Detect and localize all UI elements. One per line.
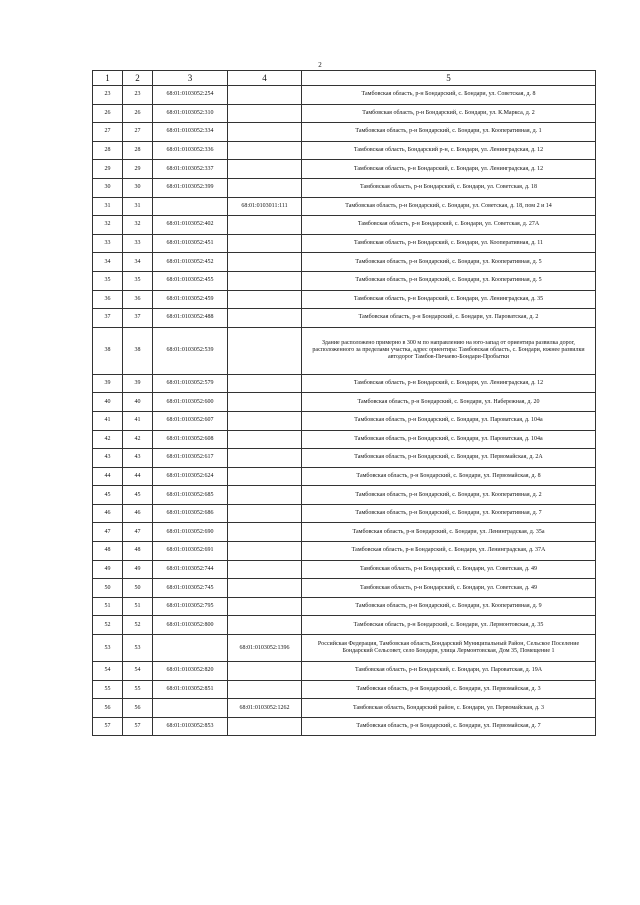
- row-index: 44: [123, 467, 153, 486]
- cadastral-number: 68:01:0103052:744: [153, 560, 228, 579]
- table-row: [93, 253, 596, 272]
- row-number: 29: [93, 160, 123, 179]
- cadastral-number: 68:01:0103052:745: [153, 579, 228, 598]
- row-index: 36: [123, 290, 153, 309]
- address-cell: Тамбовская область, р-н Бондарский, с. Бондари, ул. Кооперативная, д. 1: [302, 123, 596, 142]
- row-index: 52: [123, 616, 153, 635]
- table-row: [93, 542, 596, 561]
- address-cell: Здание расположено примерно в 300 м по направлению на юго-запад от ориентира развилка дорог, расположенного за пределами участка, адрес ориентира: Тамбовская область, с. Бондари, южнее развилки автодорог Тамбов-Пичаево-Бондари-Пробытки: [302, 327, 596, 374]
- address-cell: Тамбовская область, р-н Бондарский, с. Бондари, ул. Ленинградская, д. 12: [302, 374, 596, 393]
- row-number: 44: [93, 467, 123, 486]
- address-cell: Тамбовская область, р-н Бондарский, с. Бондари, ул. Советская, д. 49: [302, 579, 596, 598]
- table-row: [93, 393, 596, 412]
- cadastral-number: 68:01:0103052:853: [153, 717, 228, 736]
- page-number: 2: [318, 61, 322, 69]
- table-row: [93, 160, 596, 179]
- cadastral-number: [153, 635, 228, 662]
- row-number: 42: [93, 430, 123, 449]
- address-cell: Тамбовская область, р-н Бондарский, с. Бондари, ул. Пароватская, д. 104а: [302, 430, 596, 449]
- table-row: [93, 309, 596, 328]
- table-row: [93, 327, 596, 374]
- table-row: [93, 560, 596, 579]
- address-cell: Тамбовская область, р-н Бондарский, с. Бондари, ул. Лермонтовская, д. 35: [302, 616, 596, 635]
- col-header-5: 5: [302, 71, 596, 86]
- parent-cadastral-number: 68:01:0103052:1396: [228, 635, 302, 662]
- row-number: 55: [93, 680, 123, 699]
- row-number: 57: [93, 717, 123, 736]
- table-row: [93, 616, 596, 635]
- table-row: [93, 141, 596, 160]
- cadastral-number: 68:01:0103052:452: [153, 253, 228, 272]
- parent-cadastral-number: [228, 542, 302, 561]
- row-index: 47: [123, 523, 153, 542]
- row-number: 26: [93, 104, 123, 123]
- row-index: 27: [123, 123, 153, 142]
- row-index: 39: [123, 374, 153, 393]
- address-cell: Тамбовская область, р-н Бондарский, с. Бондари, ул. Кооперативная, д. 2: [302, 486, 596, 505]
- table-row: [93, 290, 596, 309]
- parent-cadastral-number: [228, 160, 302, 179]
- cadastral-number: 68:01:0103052:820: [153, 662, 228, 681]
- row-number: 52: [93, 616, 123, 635]
- table-row: [93, 197, 596, 216]
- col-header-1: 1: [93, 71, 123, 86]
- table-row: [93, 662, 596, 681]
- row-index: 31: [123, 197, 153, 216]
- address-cell: Тамбовская область, р-н Бондарский, с. Бондари, ул. Кооперативная, д. 7: [302, 504, 596, 523]
- row-number: 36: [93, 290, 123, 309]
- parent-cadastral-number: [228, 271, 302, 290]
- cadastral-number: 68:01:0103052:336: [153, 141, 228, 160]
- cadastral-number: 68:01:0103052:579: [153, 374, 228, 393]
- col-header-4: 4: [228, 71, 302, 86]
- parent-cadastral-number: [228, 253, 302, 272]
- table-row: [93, 216, 596, 235]
- parent-cadastral-number: [228, 374, 302, 393]
- parent-cadastral-number: [228, 560, 302, 579]
- address-cell: Тамбовская область, р-н Бондарский, с. Бондари, ул. Советская, д. 8: [302, 86, 596, 105]
- table-row: [93, 523, 596, 542]
- parent-cadastral-number: [228, 523, 302, 542]
- table-body: [93, 86, 596, 736]
- table-row: [93, 680, 596, 699]
- parent-cadastral-number: [228, 680, 302, 699]
- cadastral-number: 68:01:0103052:600: [153, 393, 228, 412]
- row-number: 53: [93, 635, 123, 662]
- row-index: 35: [123, 271, 153, 290]
- cadastral-number: 68:01:0103052:459: [153, 290, 228, 309]
- table-row: [93, 104, 596, 123]
- row-index: 37: [123, 309, 153, 328]
- table-row: [93, 579, 596, 598]
- parent-cadastral-number: [228, 123, 302, 142]
- row-number: 38: [93, 327, 123, 374]
- row-index: 28: [123, 141, 153, 160]
- row-number: 31: [93, 197, 123, 216]
- row-index: 41: [123, 411, 153, 430]
- col-header-3: 3: [153, 71, 228, 86]
- cadastral-number: 68:01:0103052:795: [153, 597, 228, 616]
- parent-cadastral-number: [228, 616, 302, 635]
- address-cell: Тамбовская область, р-н Бондарский, с. Бондари, ул. Кооперативная, д. 5: [302, 271, 596, 290]
- address-cell: Тамбовская область, р-н Бондарский, с. Бондари, ул. Пароватская, д. 2: [302, 309, 596, 328]
- parent-cadastral-number: [228, 216, 302, 235]
- address-cell: Тамбовская область, р-н Бондарский, с. Бондари, ул. Первомайская, д. 2А: [302, 449, 596, 468]
- address-cell: Тамбовская область, р-н Бондарский, с. Бондари, ул. Ленинградская, д. 12: [302, 160, 596, 179]
- row-number: 45: [93, 486, 123, 505]
- table-row: [93, 717, 596, 736]
- address-cell: Тамбовская область, р-н Бондарский, с. Бондари, ул. Кооперативная, д. 5: [302, 253, 596, 272]
- parent-cadastral-number: [228, 411, 302, 430]
- parent-cadastral-number: [228, 486, 302, 505]
- address-cell: Тамбовская область, р-н Бондарский, с. Бондари, ул. Советская, д. 27А: [302, 216, 596, 235]
- row-index: 33: [123, 234, 153, 253]
- cadastral-number: 68:01:0103052:851: [153, 680, 228, 699]
- table-row: [93, 597, 596, 616]
- row-number: 27: [93, 123, 123, 142]
- row-index: 26: [123, 104, 153, 123]
- parent-cadastral-number: [228, 662, 302, 681]
- row-index: 34: [123, 253, 153, 272]
- table-row: [93, 430, 596, 449]
- row-number: 23: [93, 86, 123, 105]
- address-cell: Тамбовская область, р-н Бондарский, с. Бондари, ул. Первомайская, д. 7: [302, 717, 596, 736]
- table-row: [93, 467, 596, 486]
- row-number: 34: [93, 253, 123, 272]
- table-row: [93, 486, 596, 505]
- table-row: [93, 449, 596, 468]
- row-number: 40: [93, 393, 123, 412]
- parent-cadastral-number: [228, 104, 302, 123]
- parent-cadastral-number: [228, 234, 302, 253]
- row-index: 57: [123, 717, 153, 736]
- parent-cadastral-number: [228, 467, 302, 486]
- row-number: 43: [93, 449, 123, 468]
- row-index: 40: [123, 393, 153, 412]
- row-index: 43: [123, 449, 153, 468]
- row-number: 56: [93, 699, 123, 718]
- row-index: 45: [123, 486, 153, 505]
- row-number: 51: [93, 597, 123, 616]
- parent-cadastral-number: [228, 290, 302, 309]
- address-cell: Тамбовская область, р-н Бондарский, с. Бондари, ул. Первомайская, д. 8: [302, 467, 596, 486]
- row-number: 41: [93, 411, 123, 430]
- parent-cadastral-number: [228, 504, 302, 523]
- cadastral-number: 68:01:0103052:691: [153, 542, 228, 561]
- parent-cadastral-number: [228, 178, 302, 197]
- cadastral-number: 68:01:0103052:254: [153, 86, 228, 105]
- row-index: 46: [123, 504, 153, 523]
- header-row: [93, 71, 596, 86]
- col-header-2: 2: [123, 71, 153, 86]
- address-cell: Тамбовская область, р-н Бондарский, с. Бондари, ул. Ленинградская, д. 35: [302, 290, 596, 309]
- cadastral-number: 68:01:0103052:337: [153, 160, 228, 179]
- registry-table: [92, 70, 596, 736]
- row-index: 42: [123, 430, 153, 449]
- row-index: 56: [123, 699, 153, 718]
- address-cell: Тамбовская область, р-н Бондарский, с. Бондари, ул. К.Маркса, д. 2: [302, 104, 596, 123]
- row-number: 47: [93, 523, 123, 542]
- address-cell: Тамбовская область, р-н Бондарский, с. Бондари, ул. Пароватская, д. 19А: [302, 662, 596, 681]
- address-cell: Тамбовская область, Бондарский район, с. Бондари, ул. Первомайская, д. 3: [302, 699, 596, 718]
- address-cell: Тамбовская область, р-н Бондарский, с. Бондари, ул. Пароватская, д. 104а: [302, 411, 596, 430]
- row-index: 50: [123, 579, 153, 598]
- row-index: 23: [123, 86, 153, 105]
- table-row: [93, 374, 596, 393]
- address-cell: Российская Федерация, Тамбовская область,Бондарский Муниципальный Район, Сельское Поселение Бондарский Сельсовет, село Бондари, улица Лермонтовская, Дом 35, Помещение 1: [302, 635, 596, 662]
- cadastral-number: 68:01:0103052:800: [153, 616, 228, 635]
- row-index: 38: [123, 327, 153, 374]
- cadastral-number: 68:01:0103052:617: [153, 449, 228, 468]
- parent-cadastral-number: [228, 597, 302, 616]
- address-cell: Тамбовская область, р-н Бондарский, с. Бондари, ул. Кооперативная, д. 11: [302, 234, 596, 253]
- row-index: 54: [123, 662, 153, 681]
- cadastral-number: 68:01:0103052:539: [153, 327, 228, 374]
- address-cell: Тамбовская область, р-н Бондарский, с. Бондари, ул. Ленинградская, д. 35а: [302, 523, 596, 542]
- parent-cadastral-number: [228, 309, 302, 328]
- parent-cadastral-number: [228, 579, 302, 598]
- row-index: 32: [123, 216, 153, 235]
- row-index: 29: [123, 160, 153, 179]
- address-cell: Тамбовская область, р-н Бондарский, с. Бондари, ул. Первомайская, д. 3: [302, 680, 596, 699]
- parent-cadastral-number: 68:01:0103052:1262: [228, 699, 302, 718]
- address-cell: Тамбовская область, Бондарский р-н, с. Бондари, ул. Ленинградская, д. 12: [302, 141, 596, 160]
- address-cell: Тамбовская область, р-н Бондарский, с. Бондари, ул. Набережная, д. 20: [302, 393, 596, 412]
- row-number: 46: [93, 504, 123, 523]
- address-cell: Тамбовская область, р-н Бондарский, с. Бондари, ул. Кооперативная, д. 9: [302, 597, 596, 616]
- address-cell: Тамбовская область, р-н Бондарский, с. Бондари, ул. Советская, д. 18: [302, 178, 596, 197]
- row-number: 28: [93, 141, 123, 160]
- parent-cadastral-number: 68:01:0103011:111: [228, 197, 302, 216]
- row-number: 35: [93, 271, 123, 290]
- parent-cadastral-number: [228, 86, 302, 105]
- parent-cadastral-number: [228, 393, 302, 412]
- row-number: 54: [93, 662, 123, 681]
- table-row: [93, 123, 596, 142]
- cadastral-number: 68:01:0103052:690: [153, 523, 228, 542]
- table-row: [93, 234, 596, 253]
- table-row: [93, 504, 596, 523]
- cadastral-number: 68:01:0103052:402: [153, 216, 228, 235]
- row-number: 48: [93, 542, 123, 561]
- row-index: 51: [123, 597, 153, 616]
- parent-cadastral-number: [228, 141, 302, 160]
- cadastral-number: [153, 699, 228, 718]
- table-row: [93, 635, 596, 662]
- cadastral-number: 68:01:0103052:455: [153, 271, 228, 290]
- table-row: [93, 699, 596, 718]
- table-row: [93, 411, 596, 430]
- row-number: 30: [93, 178, 123, 197]
- cadastral-number: 68:01:0103052:310: [153, 104, 228, 123]
- cadastral-number: 68:01:0103052:488: [153, 309, 228, 328]
- cadastral-number: 68:01:0103052:607: [153, 411, 228, 430]
- row-index: 53: [123, 635, 153, 662]
- cadastral-number: [153, 197, 228, 216]
- row-index: 49: [123, 560, 153, 579]
- cadastral-number: 68:01:0103052:686: [153, 504, 228, 523]
- parent-cadastral-number: [228, 717, 302, 736]
- row-index: 48: [123, 542, 153, 561]
- row-number: 33: [93, 234, 123, 253]
- row-number: 32: [93, 216, 123, 235]
- row-number: 49: [93, 560, 123, 579]
- cadastral-number: 68:01:0103052:685: [153, 486, 228, 505]
- cadastral-number: 68:01:0103052:334: [153, 123, 228, 142]
- row-number: 37: [93, 309, 123, 328]
- table-row: [93, 178, 596, 197]
- cadastral-number: 68:01:0103052:399: [153, 178, 228, 197]
- parent-cadastral-number: [228, 430, 302, 449]
- address-cell: Тамбовская область, р-н Бондарский, с. Бондари, ул. Советская, д. 49: [302, 560, 596, 579]
- table-row: [93, 271, 596, 290]
- address-cell: Тамбовская область, р-н Бондарский, с. Бондари, ул. Ленинградская, д. 37А: [302, 542, 596, 561]
- cadastral-number: 68:01:0103052:624: [153, 467, 228, 486]
- parent-cadastral-number: [228, 327, 302, 374]
- cadastral-number: 68:01:0103052:451: [153, 234, 228, 253]
- address-cell: Тамбовская область, р-н Бондарский, с. Бондари, ул. Советская, д. 18, пом 2 и 14: [302, 197, 596, 216]
- row-index: 55: [123, 680, 153, 699]
- cadastral-number: 68:01:0103052:608: [153, 430, 228, 449]
- row-number: 50: [93, 579, 123, 598]
- row-index: 30: [123, 178, 153, 197]
- parent-cadastral-number: [228, 449, 302, 468]
- table-row: [93, 86, 596, 105]
- row-number: 39: [93, 374, 123, 393]
